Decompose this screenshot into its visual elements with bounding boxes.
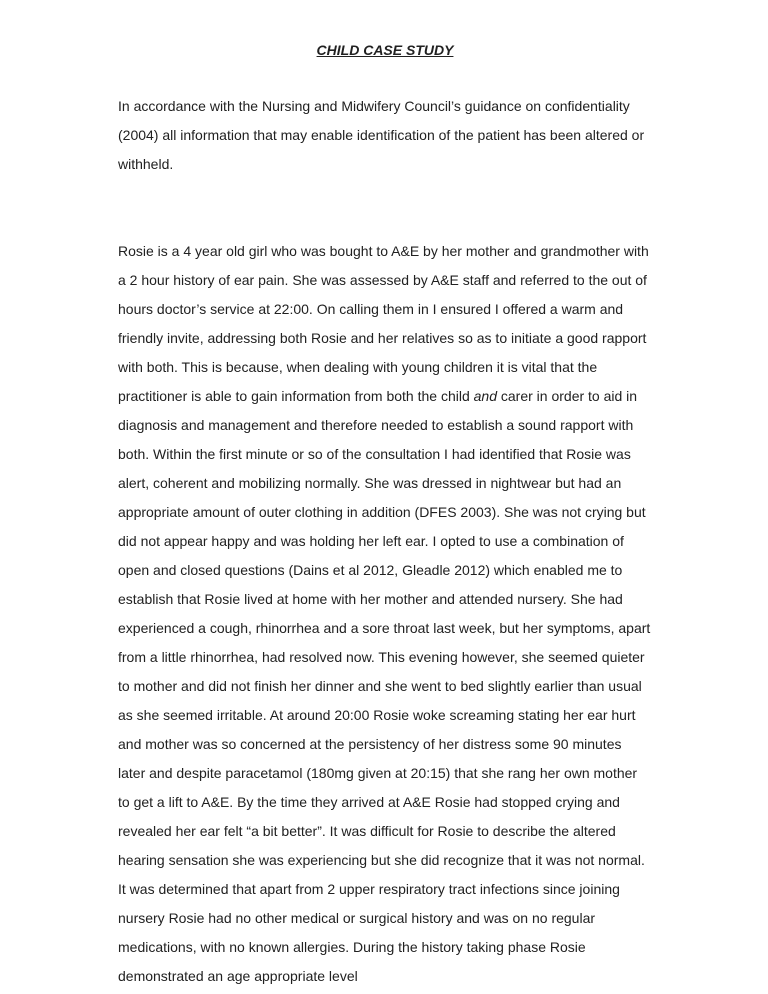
page-title-text: CHILD CASE STUDY — [316, 42, 454, 58]
case-text-italic-word: and — [473, 388, 497, 404]
paragraph-confidentiality-note: In accordance with the Nursing and Midwifery Council’s guidance on confidentiality (2004) all information that may enable identification of the patient has been altered or withheld. — [118, 98, 645, 172]
page-title — [118, 36, 652, 65]
case-text-after-italic: carer in order to aid in diagnosis and management and therefore needed to establish a sound rapport with both. Within the first minute or so of the consultation I had identified that Rosie was alert, coherent and mobilizing normally. She was dressed in nightwear but had an appropriate amount of outer clothing in addition (DFES 2003). She was not crying but did not appear happy and was holding her left ear. I opted to use a combination of open and closed questions (Dains et al 2012, Gleadle 2012) which enabled me to establish that Rosie lived at home with her mother and attended nursery. She had experienced a cough, rhinorrhea and a sore throat last week, but her symptoms, apart from a little rhinorrhea, had resolved now. This evening however, she seemed quieter to mother and did not finish her dinner and she went to bed slightly earlier than usual as she seemed irritable. At around 20:00 Rosie woke screaming stating her ear hurt and mother was so concerned at the persistency of her distress some 90 minutes later and despite paracetamol (180mg given at 20:15) that she rang her own mother to get a lift to A&E. By the time they arrived at A&E Rosie had stopped crying and revealed her ear felt “a bit better”. It was difficult for Rosie to describe the altered hearing sensation she was experiencing but she did recognize that it was not normal. It was determined that apart from 2 upper respiratory tract infections since joining nursery Rosie had no other medical or surgical history and was on no regular medications, with no known allergies. During the history taking phase Rosie demonstrated an age appropriate level — [118, 388, 651, 984]
case-text-before-italic: Rosie is a 4 year old girl who was bought to A&E by her mother and grandmother with a 2 hour history of ear pain. She was assessed by A&E staff and referred to the out of hours doctor’s service at 22:00. On calling them in I ensured I offered a warm and friendly invite, addressing both Rosie and her relatives so as to initiate a good rapport with both. This is because, when dealing with young children it is vital that the practitioner is able to gain information from both the child — [118, 243, 649, 404]
paragraph-case-study — [118, 237, 652, 991]
